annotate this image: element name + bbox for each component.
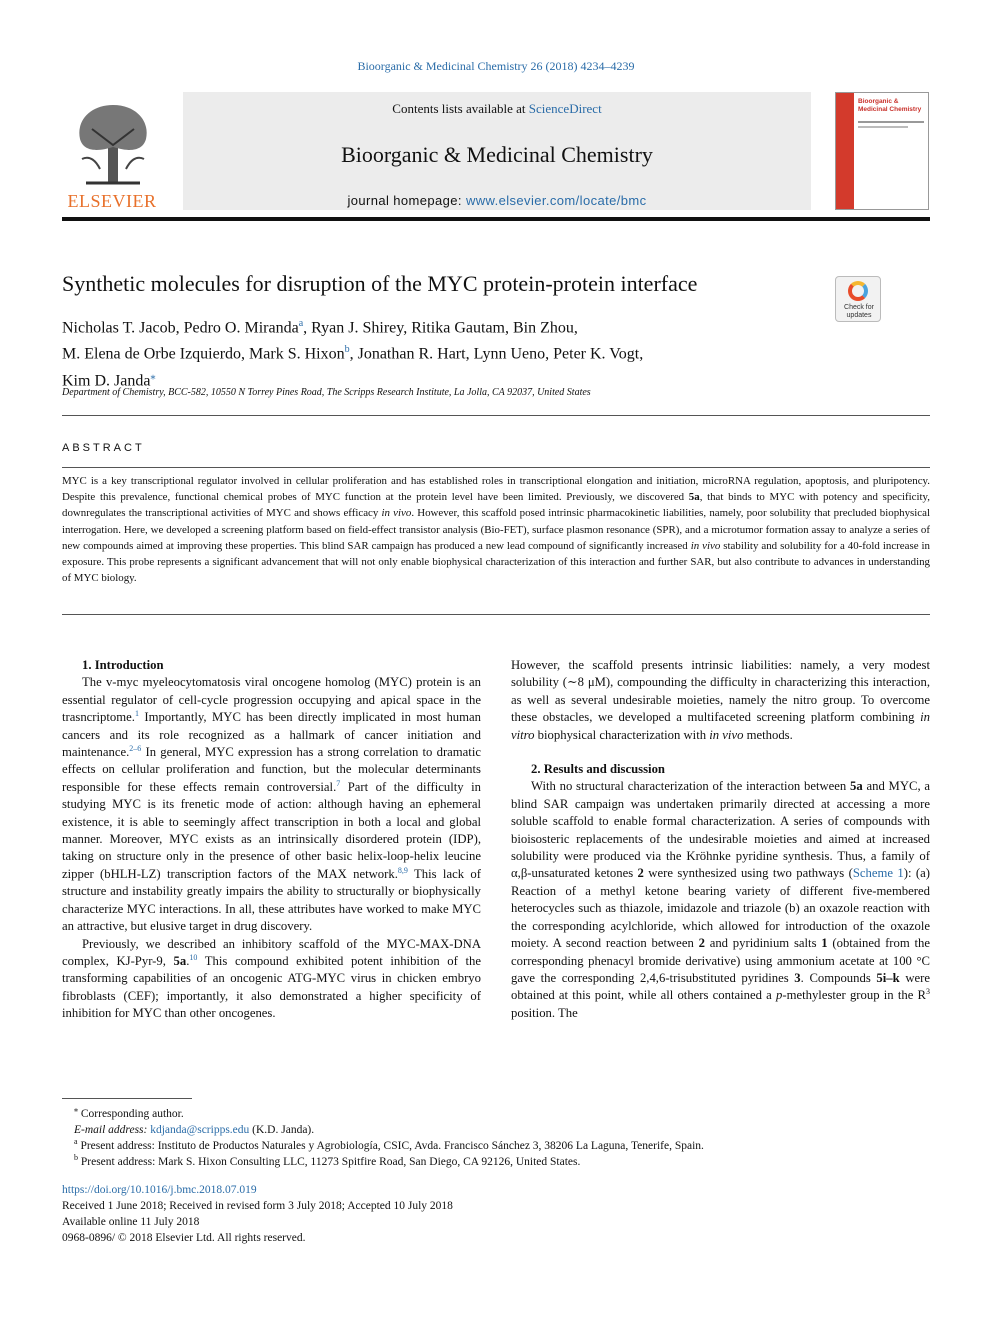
elsevier-logo[interactable] xyxy=(62,97,162,215)
received-dates: Received 1 June 2018; Received in revised form 3 July 2018; Accepted 10 July 2018 xyxy=(62,1200,453,1212)
affiliation: Department of Chemistry, BCC-582, 10550 N Torrey Pines Road, The Scripps Research Institute, La Jolla, CA 92037, United States xyxy=(62,387,591,398)
abstract-run: MYC is a key transcriptional regulator involved in cellular proliferation and has established roles in transcriptional elongation and initiation, microRNA regulation, apoptosis, and pluripotency. Despite this prevalence, functional chemical probes of MYC function at the protein level have been limited. Previously, we discovered xyxy=(62,475,930,504)
elsevier-wordmark: ELSEVIER xyxy=(67,191,157,211)
text-run: biophysical characterization with xyxy=(534,727,710,742)
abstract-italic: in vivo xyxy=(690,539,721,552)
abstract-run: . However, this scaffold posed intrinsic pharmacokinetic liabilities, namely, poor solubility that precluded biophysical interrogation. Here, we developed a screening platform based on field-effect transistor analysis (Bio-FET), surface plasmon resonance (SPR), and a microtumor formation assay to analyze a series of new compounds aimed at improving these properties. This blind SAR campaign has produced a new lead compound of significantly increased xyxy=(62,507,930,552)
authors-line xyxy=(62,313,822,339)
text-run: With no structural characterization of the interaction between xyxy=(531,779,851,794)
reference-link[interactable]: 10 xyxy=(189,952,198,962)
journal-homepage xyxy=(183,193,811,208)
scheme-link[interactable]: Scheme 1 xyxy=(852,866,904,881)
abstract-italic: in vivo xyxy=(381,507,412,520)
text-run: -methylester group in the R xyxy=(782,988,926,1003)
author-names: Kim D. Janda xyxy=(62,371,151,389)
compound-label: 5a xyxy=(688,491,700,504)
text-run: position. The xyxy=(511,1005,578,1020)
affiliation-mark[interactable]: b xyxy=(344,344,350,356)
doi-link[interactable]: https://doi.org/10.1016/j.bmc.2018.07.019 xyxy=(62,1184,257,1196)
reference-link[interactable]: 7 xyxy=(336,778,341,788)
author-list xyxy=(62,313,822,392)
section-heading-results: 2. Results and discussion xyxy=(531,762,665,777)
text-run: The v-myc myeleocytomatosis viral oncogene homolog (MYC) protein is an essential regulator of cell-cycle progression occupying and apical space in the trasncriptome. xyxy=(62,675,481,725)
footnote-text: Present address: Mark S. Hixon Consulting LLC, 11273 Spitfire Road, San Diego, CA 92126, United States. xyxy=(80,1156,581,1168)
compound-label: 3 xyxy=(794,970,801,985)
right-column xyxy=(511,657,930,1022)
cover-line xyxy=(858,121,924,123)
footnote-rule xyxy=(62,1098,192,1099)
italic-run: in vitro xyxy=(511,710,930,742)
check-for-updates-badge[interactable] xyxy=(835,276,881,322)
text-run: ): (a) Reaction of a methyl ketone bearing variety of different five-membered heterocycles such as thiazole, imidazole and triazole (b) an oxazole reaction with the corresponding acylchloride, which allowed for introduction of the oxazole moiety. A second reaction between xyxy=(511,866,930,951)
text-run: . xyxy=(186,953,190,968)
reference-link[interactable]: 2–6 xyxy=(129,743,142,753)
compound-label: 5i–k xyxy=(876,970,900,985)
compound-label: 2 xyxy=(698,936,705,951)
text-run: were synthesized using two pathways ( xyxy=(643,866,853,881)
paragraph xyxy=(511,657,930,744)
badge-label: Check for updates xyxy=(844,304,874,319)
text-run: were obtained at this point, while all others contained a xyxy=(511,970,930,1003)
text-run: methods. xyxy=(743,727,793,742)
affiliation-mark[interactable]: a xyxy=(298,318,304,329)
contents-line xyxy=(183,101,811,117)
paragraph xyxy=(511,778,930,1022)
text-run: Importantly, MYC has been directly implicated in most human cancers and its role recognized as a hallmark of cancer initiation and maintenance. xyxy=(62,710,481,760)
text-run: However, the scaffold presents intrinsic liabilities: namely, a very modest solubility (∼8 μM), compounding the difficulty in characterizing this interaction, as well as several undesirable moieties, namely the nitro group. To overcome these obstacles, we developed a multifaceted screening platform combining xyxy=(511,658,930,725)
footnote-b xyxy=(62,1154,930,1170)
cover-title: Bioorganic & Medicinal Chemistry xyxy=(858,98,922,113)
abstract-run: stability and solubility for a 40-fold increase in exposure. This probe represents a significant advancement that will not only enable biophysical characterization of this interaction and further SAR, but also contribute to advances in understanding of MYC biology. xyxy=(62,539,930,585)
abstract-text xyxy=(62,473,930,586)
compound-label: 1 xyxy=(821,936,828,951)
article-title: Synthetic molecules for disruption of the MYC protein-protein interface xyxy=(62,271,698,296)
homepage-link[interactable]: www.elsevier.com/locate/bmc xyxy=(465,193,647,208)
compound-label: 5a xyxy=(173,953,187,968)
superscript: 3 xyxy=(925,987,930,997)
sciencedirect-link[interactable]: ScienceDirect xyxy=(528,101,602,116)
text-run: In general, MYC expression has a strong correlation to dramatic effects on cellular proliferation and function, but the molecular determinants responsible for these effects remain controversial. xyxy=(62,745,481,794)
journal-citation[interactable]: Bioorganic & Medicinal Chemistry 26 (2018) 4234–4239 xyxy=(357,59,635,73)
abstract-run: , that binds to MYC with potency and specificity, downregulates the transcriptional activities of MYC and shows efficacy xyxy=(62,491,930,520)
email-link[interactable]: kdjanda@scripps.edu xyxy=(150,1124,250,1136)
elsevier-tree-icon xyxy=(70,99,156,187)
paragraph xyxy=(62,674,481,935)
text-run: This lack of structure and instability greatly impairs the ability to structurally or biophysically characterize MYC interactions. In all, these attributes have worked to make MYC an attractive, but elusive target in drug discovery. xyxy=(62,866,481,934)
divider xyxy=(62,467,930,468)
publication-info xyxy=(62,1182,930,1246)
author-names: , Ryan J. Shirey, Ritika Gautam, Bin Zhou, xyxy=(303,319,578,337)
author-names: Nicholas T. Jacob, Pedro O. Miranda xyxy=(62,319,299,337)
homepage-prefix: journal homepage: xyxy=(347,193,466,208)
journal-cover-thumbnail[interactable] xyxy=(835,92,929,210)
italic-run: in vivo xyxy=(709,727,744,742)
text-run: Part of the difficulty in studying MYC is its frenetic mode of action: although having an ephemeral existence, it is able to seemingly affect transcription in both a local and global manner. Moreover, MYC exists as an intrinsically disordered protein (IDP), taking on structure only in the presence of other basic helix-loop-helix leucine zipper (bHLH-LZ) transcription factors of the MAX network. xyxy=(62,779,481,881)
check-updates-icon xyxy=(848,281,868,301)
text-run: . Compounds xyxy=(800,970,877,985)
cover-line xyxy=(858,126,908,128)
text-run: This compound exhibited potent inhibition of the transforming capabilities of an oncogenic ATG-MYC virus in chicken embryo fibroblasts (CEF); importantly, it also demonstrated a higher specificity of inhibition for MYC than other oncogenes. xyxy=(62,953,481,1021)
footnote-mark: ⁎ xyxy=(74,1105,78,1115)
footnote-text: (K.D. Janda). xyxy=(249,1124,315,1136)
divider xyxy=(62,415,930,416)
reference-link[interactable]: 8,9 xyxy=(397,865,408,875)
footnote-email xyxy=(62,1122,930,1138)
footnote-text: Corresponding author. xyxy=(80,1108,184,1120)
corresponding-mark[interactable]: ⁎ xyxy=(150,370,156,382)
divider xyxy=(62,614,930,615)
left-column xyxy=(62,657,481,1023)
journal-title: Bioorganic & Medicinal Chemistry xyxy=(341,142,653,167)
footnote-a xyxy=(62,1138,930,1154)
header-rule xyxy=(62,217,930,221)
footnotes xyxy=(62,1106,930,1170)
cover-stripe xyxy=(836,93,854,209)
reference-link[interactable]: 1 xyxy=(134,708,139,718)
italic-run: p xyxy=(776,988,783,1003)
text-run: Previously, we described an inhibitory scaffold of the MYC-MAX-DNA complex, KJ-Pyr-9, xyxy=(62,936,481,968)
text-run: and MYC, a blind SAR campaign was undertaken primarily directed at accessing a more soluble scaffold to enable formal characterization. A series of compounds with bioisosteric replacements of the undesirable moieties and aimed at increased solubility were produced via the Kröhnke pyridine synthesis. Thus, a family of α,β-unsaturated ketones xyxy=(511,779,930,881)
footnote-mark: b xyxy=(74,1153,78,1163)
compound-label: 2 xyxy=(637,866,644,881)
section-heading-introduction: 1. Introduction xyxy=(82,658,164,672)
text-run: and pyridinium salts xyxy=(704,936,822,951)
authors-line xyxy=(62,339,822,365)
abstract-heading: ABSTRACT xyxy=(62,442,145,454)
text-run: (obtained from the corresponding phenacyl bromide derivative) using ammonium acetate at 100 °C gave the corresponding 2,4,6-trisubstituted pyridines xyxy=(511,936,931,985)
contents-prefix: Contents lists available at xyxy=(392,101,529,116)
compound-label: 5a xyxy=(850,779,863,794)
available-online: Available online 11 July 2018 xyxy=(62,1216,200,1228)
footnote-label: E-mail address: xyxy=(74,1124,148,1136)
footnote-text: Present address: Instituto de Productos Naturales y Agrobiología, CSIC, Avda. Francisco Sánchez 3, 38206 La Laguna, Tenerife, Spain. xyxy=(80,1140,704,1152)
author-names: M. Elena de Orbe Izquierdo, Mark S. Hixon xyxy=(62,345,345,363)
footnote-corresponding xyxy=(62,1106,930,1122)
copyright: 0968-0896/ © 2018 Elsevier Ltd. All rights reserved. xyxy=(62,1232,306,1244)
footnote-mark: a xyxy=(74,1137,78,1147)
paragraph xyxy=(62,936,481,1023)
author-names: , Jonathan R. Hart, Lynn Ueno, Peter K. Vogt, xyxy=(349,345,644,363)
